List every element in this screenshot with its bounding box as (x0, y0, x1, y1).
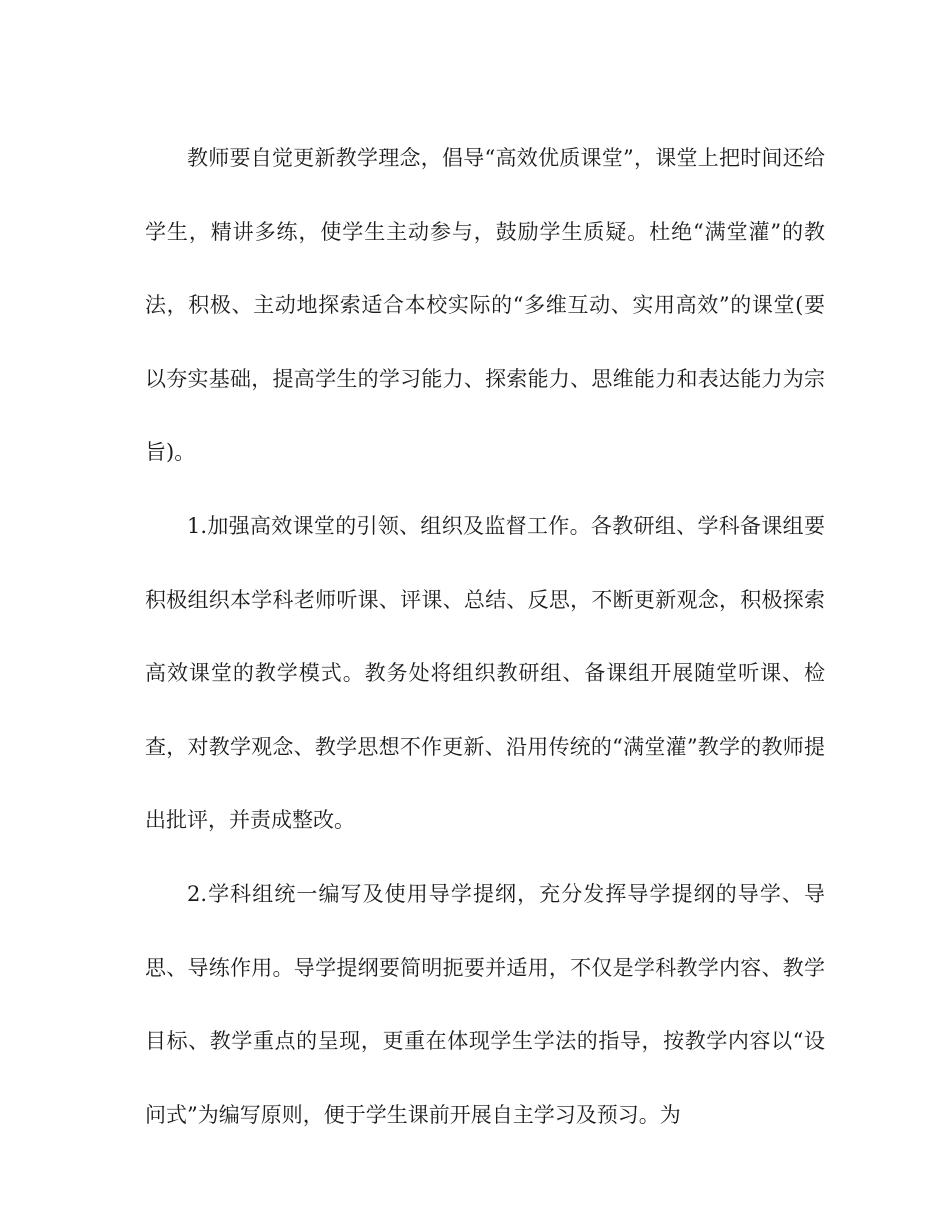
body-text (145, 122, 825, 1152)
paragraph-item-2-study-outline: 2.学科组统一编写及使用导学提纲，充分发挥导学提纲的导学、导思、导练作用。导学提纲要简明扼要并适用，不仅是学科教学内容、教学目标、教学重点的呈现，更重在体现学生学法的指导，按教学内容以“设问式”为编写原则，便于学生课前开展自主学习及预习。为 (145, 881, 825, 1127)
paragraph-teaching-philosophy: 教师要自觉更新教学理念，倡导“高效优质课堂”，课堂上把时间还给学生，精讲多练，使学生主动参与，鼓励学生质疑。杜绝“满堂灌”的教法，积极、主动地探索适合本校实际的“多维互动、实用高效”的课堂(要以夯实基础，提高学生的学习能力、探索能力、思维能力和表达能力为宗旨)。 (145, 146, 825, 465)
paragraph-item-1-efficient-classroom: 1.加强高效课堂的引领、组织及监督工作。各教研组、学科备课组要积极组织本学科老师听课、评课、总结、反思，不断更新观念，积极探索高效课堂的教学模式。教务处将组织教研组、备课组开展随堂听课、检查，对教学观念、教学思想不作更新、沿用传统的“满堂灌”教学的教师提出批评，并责成整改。 (145, 513, 825, 833)
